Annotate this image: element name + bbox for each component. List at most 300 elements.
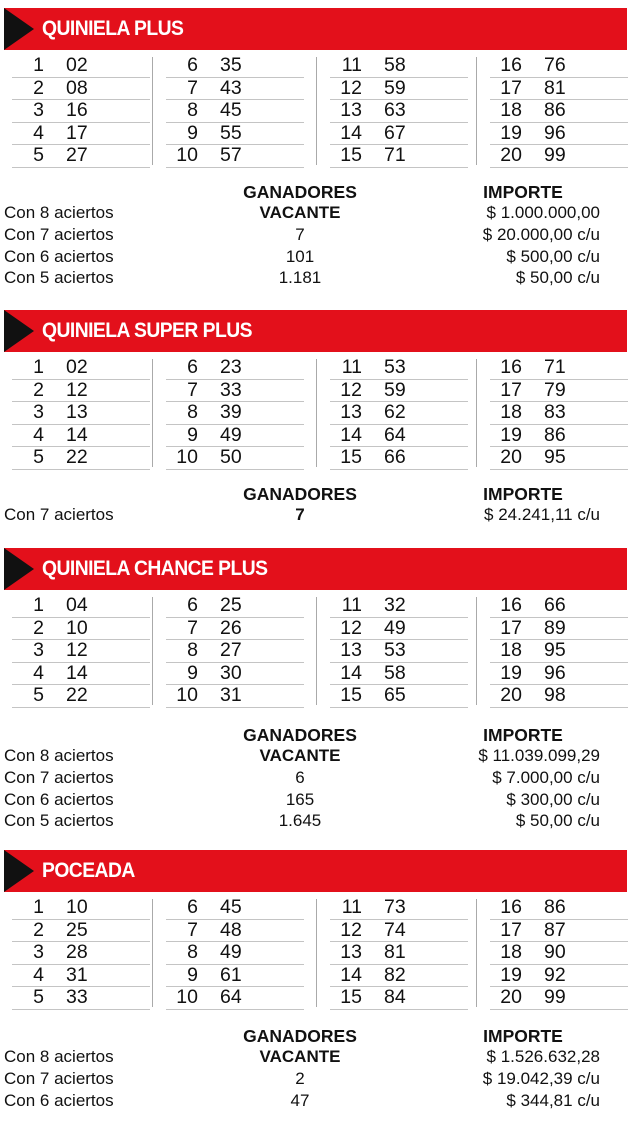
numbers-grid [0, 595, 631, 713]
prize-amount: $ 20.000,00 c/u [482, 224, 600, 244]
numbers-column [330, 357, 468, 470]
header-arrow-icon [4, 850, 34, 892]
column-divider [476, 359, 477, 467]
draw-row [166, 663, 304, 686]
draw-row [490, 55, 628, 78]
draw-number: 50 [220, 446, 242, 468]
draw-number: 48 [220, 918, 242, 941]
draw-number: 81 [544, 76, 566, 99]
draw-row [490, 123, 628, 146]
draw-position: 7 [187, 918, 198, 941]
prize-amount: $ 7.000,00 c/u [492, 767, 600, 787]
draw-row [330, 123, 468, 146]
draw-row [166, 380, 304, 403]
draw-number: 04 [66, 594, 88, 616]
draw-number: 13 [66, 401, 88, 423]
draw-row [166, 55, 304, 78]
draw-row [166, 100, 304, 123]
draw-row [330, 965, 468, 988]
numbers-column [490, 55, 628, 168]
importe-header: IMPORTE [483, 725, 563, 745]
draw-position: 9 [187, 423, 198, 446]
numbers-grid [0, 897, 631, 1015]
draw-number: 49 [384, 616, 406, 639]
draw-row [490, 100, 628, 123]
draw-position: 12 [340, 76, 362, 99]
draw-number: 99 [544, 144, 566, 166]
draw-position: 5 [33, 986, 44, 1008]
draw-position: 7 [187, 378, 198, 401]
draw-row [490, 663, 628, 686]
prize-row [0, 1068, 631, 1090]
draw-position: 20 [500, 446, 522, 468]
draw-position: 15 [340, 684, 362, 706]
draw-row [330, 380, 468, 403]
prize-table [0, 484, 631, 526]
draw-number: 10 [66, 616, 88, 639]
draw-position: 18 [500, 99, 522, 121]
draw-row [12, 100, 150, 123]
draw-position: 3 [33, 941, 44, 963]
draw-number: 14 [66, 423, 88, 446]
draw-position: 17 [500, 918, 522, 941]
draw-position: 9 [187, 661, 198, 684]
draw-number: 12 [66, 639, 88, 661]
draw-number: 45 [220, 896, 242, 918]
draw-row [490, 78, 628, 101]
draw-row [330, 402, 468, 425]
draw-number: 27 [66, 144, 88, 166]
draw-number: 12 [66, 378, 88, 401]
draw-position: 18 [500, 401, 522, 423]
draw-row [166, 78, 304, 101]
draw-position: 8 [187, 401, 198, 423]
draw-row [12, 618, 150, 641]
ganadores-header: GANADORES [243, 182, 357, 202]
draw-number: 96 [544, 661, 566, 684]
prize-label: Con 8 aciertos [4, 746, 114, 765]
draw-position: 8 [187, 941, 198, 963]
draw-row [330, 942, 468, 965]
draw-number: 57 [220, 144, 242, 166]
draw-number: 83 [544, 401, 566, 423]
draw-position: 10 [176, 986, 198, 1008]
draw-position: 10 [176, 446, 198, 468]
prize-label: Con 6 aciertos [4, 246, 114, 266]
draw-number: 22 [66, 446, 88, 468]
section-header [4, 310, 627, 352]
section-header [4, 548, 627, 590]
draw-number: 84 [384, 986, 406, 1008]
draw-position: 9 [187, 963, 198, 986]
draw-number: 39 [220, 401, 242, 423]
prize-amount: $ 24.241,11 c/u [484, 505, 600, 524]
draw-position: 11 [341, 54, 362, 76]
draw-position: 12 [340, 918, 362, 941]
prize-amount: $ 344,81 c/u [506, 1090, 600, 1110]
draw-row [330, 78, 468, 101]
column-divider [152, 359, 153, 467]
draw-position: 13 [340, 401, 362, 423]
draw-number: 71 [544, 356, 566, 378]
prize-row [0, 504, 631, 526]
draw-row [12, 357, 150, 380]
prize-table-header [0, 484, 631, 504]
draw-position: 11 [341, 594, 362, 616]
draw-number: 53 [384, 639, 406, 661]
draw-row [490, 145, 628, 168]
draw-number: 53 [384, 356, 406, 378]
draw-position: 3 [33, 99, 44, 121]
prize-amount: $ 11.039.099,29 [478, 746, 600, 765]
numbers-column [166, 897, 304, 1010]
draw-row [12, 640, 150, 663]
draw-row [330, 663, 468, 686]
draw-position: 15 [340, 144, 362, 166]
draw-number: 33 [220, 378, 242, 401]
draw-row [12, 447, 150, 470]
prize-winners: 2 [295, 1068, 305, 1088]
draw-position: 7 [187, 616, 198, 639]
draw-number: 90 [544, 941, 566, 963]
prize-table-header [0, 182, 631, 202]
prize-label: Con 8 aciertos [4, 1047, 114, 1066]
prize-table-header [0, 725, 631, 745]
draw-position: 1 [33, 896, 44, 918]
draw-row [490, 920, 628, 943]
draw-row [330, 920, 468, 943]
draw-row [12, 965, 150, 988]
draw-row [166, 447, 304, 470]
draw-row [166, 145, 304, 168]
draw-position: 4 [33, 661, 44, 684]
draw-position: 6 [187, 356, 198, 378]
draw-number: 26 [220, 616, 242, 639]
draw-row [490, 897, 628, 920]
draw-row [330, 447, 468, 470]
draw-row [490, 618, 628, 641]
column-divider [476, 899, 477, 1007]
draw-position: 11 [341, 896, 362, 918]
draw-number: 71 [384, 144, 406, 166]
draw-position: 16 [500, 896, 522, 918]
prize-winners: 1.645 [278, 811, 322, 831]
draw-row [12, 55, 150, 78]
prize-winners: VACANTE [259, 746, 341, 765]
draw-number: 58 [384, 54, 406, 76]
draw-number: 14 [66, 661, 88, 684]
draw-position: 14 [340, 661, 362, 684]
draw-position: 6 [187, 896, 198, 918]
prize-row [0, 246, 631, 268]
draw-row [330, 987, 468, 1010]
results-section [0, 310, 631, 468]
draw-position: 16 [500, 356, 522, 378]
prize-row [0, 789, 631, 811]
draw-number: 86 [544, 896, 566, 918]
draw-position: 18 [500, 639, 522, 661]
draw-number: 62 [384, 401, 406, 423]
section-title: QUINIELA SUPER PLUS [42, 319, 252, 342]
ganadores-header: GANADORES [243, 1026, 357, 1046]
numbers-column [166, 357, 304, 470]
draw-position: 1 [33, 54, 44, 76]
draw-number: 64 [384, 423, 406, 446]
column-divider [316, 899, 317, 1007]
prize-row [0, 1090, 631, 1112]
draw-number: 74 [384, 918, 406, 941]
draw-row [166, 357, 304, 380]
prize-row [0, 267, 631, 289]
draw-number: 89 [544, 616, 566, 639]
draw-position: 15 [340, 986, 362, 1008]
draw-position: 4 [33, 121, 44, 144]
draw-position: 13 [340, 941, 362, 963]
draw-row [166, 685, 304, 708]
draw-position: 16 [500, 594, 522, 616]
draw-position: 19 [500, 661, 522, 684]
prize-table [0, 725, 631, 832]
draw-number: 59 [384, 378, 406, 401]
draw-number: 43 [220, 76, 242, 99]
draw-position: 14 [340, 121, 362, 144]
draw-position: 20 [500, 144, 522, 166]
prize-amount: $ 300,00 c/u [506, 789, 600, 809]
draw-row [166, 897, 304, 920]
draw-row [490, 640, 628, 663]
results-section [0, 850, 631, 1008]
draw-number: 59 [384, 76, 406, 99]
header-arrow-icon [4, 310, 34, 352]
draw-row [490, 942, 628, 965]
importe-header: IMPORTE [483, 182, 563, 202]
draw-row [330, 618, 468, 641]
draw-number: 95 [544, 639, 566, 661]
prize-winners: 101 [285, 246, 315, 266]
draw-position: 12 [340, 616, 362, 639]
draw-row [330, 357, 468, 380]
draw-position: 1 [33, 356, 44, 378]
draw-row [330, 100, 468, 123]
prize-row [0, 810, 631, 832]
draw-number: 61 [220, 963, 242, 986]
draw-row [12, 595, 150, 618]
numbers-column [490, 595, 628, 708]
numbers-column [490, 357, 628, 470]
draw-row [490, 357, 628, 380]
draw-position: 3 [33, 639, 44, 661]
draw-row [166, 987, 304, 1010]
draw-number: 31 [220, 684, 242, 706]
prize-table [0, 1026, 631, 1111]
draw-position: 19 [500, 121, 522, 144]
numbers-column [12, 55, 150, 168]
draw-number: 86 [544, 423, 566, 446]
prize-row [0, 767, 631, 789]
prize-winners: 165 [285, 789, 315, 809]
draw-row [330, 145, 468, 168]
draw-row [330, 425, 468, 448]
draw-position: 13 [340, 639, 362, 661]
draw-row [12, 920, 150, 943]
draw-position: 6 [187, 54, 198, 76]
draw-position: 6 [187, 594, 198, 616]
column-divider [476, 57, 477, 165]
prize-winners: 7 [295, 224, 305, 244]
prize-winners: 7 [295, 505, 305, 524]
draw-number: 64 [220, 986, 242, 1008]
section-title: QUINIELA PLUS [42, 17, 184, 40]
draw-number: 65 [384, 684, 406, 706]
draw-number: 28 [66, 941, 88, 963]
prize-winners: VACANTE [259, 1047, 341, 1066]
draw-row [330, 55, 468, 78]
column-divider [316, 597, 317, 705]
draw-position: 17 [500, 616, 522, 639]
numbers-column [330, 595, 468, 708]
draw-position: 10 [176, 144, 198, 166]
numbers-column [12, 897, 150, 1010]
draw-row [490, 987, 628, 1010]
draw-row [166, 402, 304, 425]
ganadores-header: GANADORES [243, 484, 357, 504]
draw-row [12, 380, 150, 403]
draw-number: 96 [544, 121, 566, 144]
draw-position: 4 [33, 963, 44, 986]
draw-position: 5 [33, 446, 44, 468]
draw-row [12, 123, 150, 146]
column-divider [476, 597, 477, 705]
draw-number: 67 [384, 121, 406, 144]
draw-row [12, 145, 150, 168]
numbers-column [166, 595, 304, 708]
draw-row [330, 595, 468, 618]
draw-row [490, 402, 628, 425]
draw-position: 8 [187, 99, 198, 121]
draw-row [166, 123, 304, 146]
prize-label: Con 6 aciertos [4, 1090, 114, 1110]
draw-number: 66 [544, 594, 566, 616]
draw-row [12, 685, 150, 708]
draw-number: 02 [66, 54, 88, 76]
draw-row [490, 965, 628, 988]
draw-position: 15 [340, 446, 362, 468]
draw-position: 17 [500, 76, 522, 99]
draw-row [490, 425, 628, 448]
draw-position: 14 [340, 423, 362, 446]
draw-number: 99 [544, 986, 566, 1008]
draw-position: 20 [500, 986, 522, 1008]
draw-row [330, 685, 468, 708]
draw-position: 7 [187, 76, 198, 99]
ganadores-header: GANADORES [243, 725, 357, 745]
prize-table-header [0, 1026, 631, 1046]
draw-position: 2 [33, 918, 44, 941]
draw-row [166, 942, 304, 965]
draw-row [166, 640, 304, 663]
numbers-grid [0, 357, 631, 475]
draw-position: 5 [33, 144, 44, 166]
prize-amount: $ 500,00 c/u [506, 246, 600, 266]
draw-number: 81 [384, 941, 406, 963]
numbers-column [330, 55, 468, 168]
column-divider [316, 359, 317, 467]
section-title: POCEADA [42, 859, 135, 882]
prize-label: Con 7 aciertos [4, 767, 114, 787]
draw-number: 10 [66, 896, 88, 918]
draw-position: 2 [33, 378, 44, 401]
draw-position: 14 [340, 963, 362, 986]
draw-number: 25 [220, 594, 242, 616]
draw-row [12, 425, 150, 448]
section-title: QUINIELA CHANCE PLUS [42, 557, 268, 580]
column-divider [152, 899, 153, 1007]
draw-number: 63 [384, 99, 406, 121]
draw-row [490, 595, 628, 618]
results-section [0, 8, 631, 166]
prize-winners: VACANTE [259, 203, 341, 222]
draw-number: 86 [544, 99, 566, 121]
draw-row [330, 897, 468, 920]
draw-number: 33 [66, 986, 88, 1008]
draw-position: 1 [33, 594, 44, 616]
draw-position: 18 [500, 941, 522, 963]
prize-table [0, 182, 631, 289]
draw-position: 5 [33, 684, 44, 706]
draw-number: 45 [220, 99, 242, 121]
draw-number: 16 [66, 99, 88, 121]
draw-position: 3 [33, 401, 44, 423]
draw-number: 23 [220, 356, 242, 378]
prize-row [0, 202, 631, 224]
numbers-column [330, 897, 468, 1010]
draw-row [12, 942, 150, 965]
draw-row [166, 595, 304, 618]
draw-number: 95 [544, 446, 566, 468]
draw-position: 12 [340, 378, 362, 401]
draw-position: 10 [176, 684, 198, 706]
draw-row [166, 965, 304, 988]
prize-amount: $ 1.526.632,28 [486, 1047, 600, 1066]
prize-amount: $ 1.000.000,00 [486, 203, 600, 222]
prize-label: Con 7 aciertos [4, 505, 114, 524]
draw-row [490, 685, 628, 708]
prize-row [0, 745, 631, 767]
draw-position: 4 [33, 423, 44, 446]
draw-number: 76 [544, 54, 566, 76]
prize-label: Con 6 aciertos [4, 789, 114, 809]
draw-number: 30 [220, 661, 242, 684]
header-arrow-icon [4, 548, 34, 590]
prize-label: Con 5 aciertos [4, 268, 114, 288]
draw-position: 16 [500, 54, 522, 76]
draw-number: 79 [544, 378, 566, 401]
prize-row [0, 1046, 631, 1068]
draw-number: 73 [384, 896, 406, 918]
section-header [4, 8, 627, 50]
draw-position: 2 [33, 76, 44, 99]
draw-number: 58 [384, 661, 406, 684]
column-divider [152, 57, 153, 165]
draw-position: 2 [33, 616, 44, 639]
prize-winners: 6 [295, 767, 305, 787]
draw-number: 35 [220, 54, 242, 76]
draw-number: 27 [220, 639, 242, 661]
draw-row [330, 640, 468, 663]
draw-row [490, 447, 628, 470]
prize-winners: 47 [290, 1090, 310, 1110]
draw-row [12, 402, 150, 425]
